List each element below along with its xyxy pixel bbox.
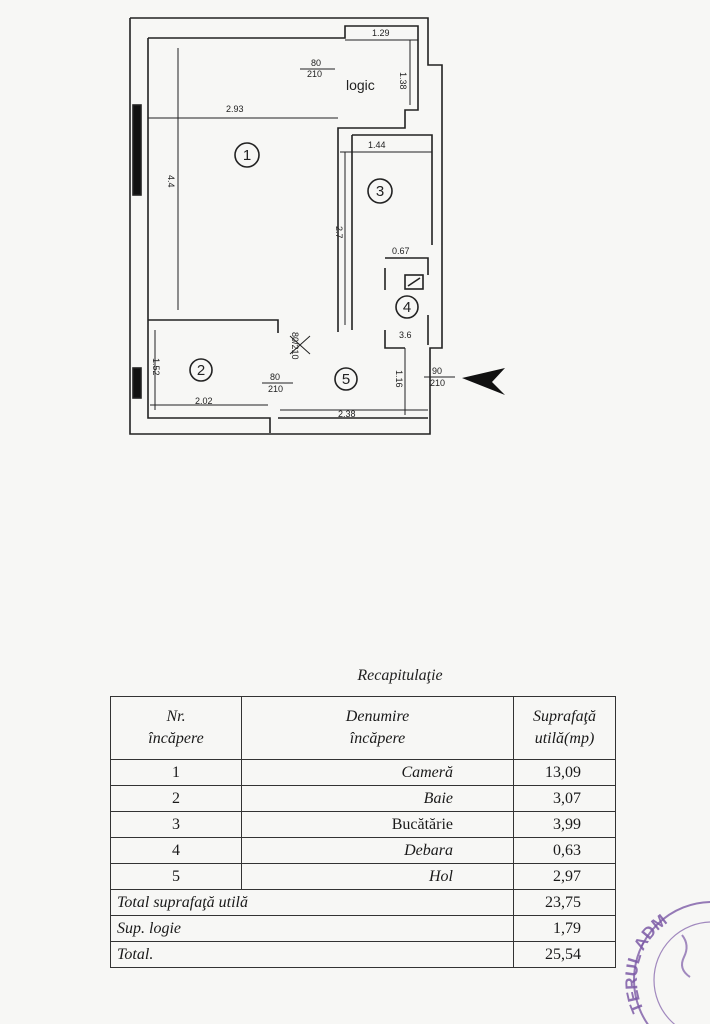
cell-nr: 1 bbox=[111, 760, 242, 786]
stamp-text: TERUL ADM bbox=[622, 910, 671, 1016]
room-number: 1 bbox=[242, 147, 252, 164]
dimension-label: 4.4 bbox=[166, 175, 176, 188]
room-number: 3 bbox=[375, 183, 385, 200]
total-useful-label: Total suprafaţă utilă bbox=[111, 890, 514, 916]
dimension-label: 0.67 bbox=[392, 246, 410, 256]
grand-total-value: 25,54 bbox=[514, 942, 616, 968]
door-height-label: 210 bbox=[307, 69, 323, 79]
total-row bbox=[111, 890, 616, 916]
header-nr-line1: Nr. bbox=[166, 708, 186, 725]
logia-label: logic bbox=[346, 77, 375, 93]
room-number: 4 bbox=[402, 299, 412, 316]
door-label: 80/210 bbox=[290, 332, 300, 360]
door-width-label: 90 bbox=[432, 366, 443, 376]
dimension-label: 1.52 bbox=[151, 358, 161, 376]
header-nr bbox=[111, 697, 242, 760]
logia-area-value: 1,79 bbox=[514, 916, 616, 942]
header-name-line2: încăpere bbox=[349, 730, 406, 747]
cell-nr: 2 bbox=[111, 786, 242, 812]
svg-text:TERUL ADM bbox=[622, 911, 671, 1016]
dimension-label: 1.29 bbox=[372, 28, 390, 38]
cell-name: Bucătărie bbox=[242, 812, 514, 838]
door-height-label: 210 bbox=[268, 384, 284, 394]
dimension-label: 2.38 bbox=[338, 409, 356, 419]
room-number: 5 bbox=[341, 371, 351, 388]
dimension-label: 2.93 bbox=[226, 104, 244, 114]
floor-plan bbox=[0, 0, 710, 460]
recap-table bbox=[110, 696, 616, 968]
cell-nr: 3 bbox=[111, 812, 242, 838]
cell-name: Hol bbox=[242, 864, 514, 890]
room-number: 2 bbox=[196, 362, 206, 379]
door-width-label: 80 bbox=[311, 58, 322, 68]
header-nr-line2: încăpere bbox=[148, 730, 204, 747]
table-row bbox=[111, 864, 616, 890]
table-row bbox=[111, 838, 616, 864]
dimension-label: 1.38 bbox=[398, 72, 408, 90]
total-row bbox=[111, 942, 616, 968]
recap-title: Recapitulaţie bbox=[357, 667, 443, 684]
cell-area: 2,97 bbox=[514, 864, 616, 890]
cell-nr: 4 bbox=[111, 838, 242, 864]
header-area-line2: utilă(mp) bbox=[534, 730, 595, 747]
total-row bbox=[111, 916, 616, 942]
dimension-label: 1.16 bbox=[394, 370, 404, 388]
cell-name: Baie bbox=[242, 786, 514, 812]
header-name-line1: Denumire bbox=[345, 708, 410, 725]
header-name bbox=[242, 697, 514, 760]
table-row bbox=[111, 786, 616, 812]
dimension-label: 2.02 bbox=[195, 396, 213, 406]
cell-name: Debara bbox=[242, 838, 514, 864]
dimension-label: 1.44 bbox=[368, 140, 386, 150]
entry-arrow-icon bbox=[462, 368, 505, 395]
official-stamp bbox=[622, 890, 710, 1024]
cell-area: 0,63 bbox=[514, 838, 616, 864]
logia-area-label: Sup. logie bbox=[111, 916, 514, 942]
total-useful-value: 23,75 bbox=[514, 890, 616, 916]
door-width-label: 80 bbox=[270, 372, 281, 382]
cell-area: 3,07 bbox=[514, 786, 616, 812]
cell-area: 3,99 bbox=[514, 812, 616, 838]
header-area-line1: Suprafaţă bbox=[532, 708, 597, 725]
cell-name: Cameră bbox=[242, 760, 514, 786]
cell-area: 13,09 bbox=[514, 760, 616, 786]
header-area bbox=[514, 697, 616, 760]
grand-total-label: Total. bbox=[111, 942, 514, 968]
table-row bbox=[111, 760, 616, 786]
dimension-label: 2.7 bbox=[334, 226, 344, 239]
door-height-label: 210 bbox=[430, 378, 446, 388]
table-row bbox=[111, 812, 616, 838]
dimension-label: 3.6 bbox=[399, 330, 412, 340]
cell-nr: 5 bbox=[111, 864, 242, 890]
